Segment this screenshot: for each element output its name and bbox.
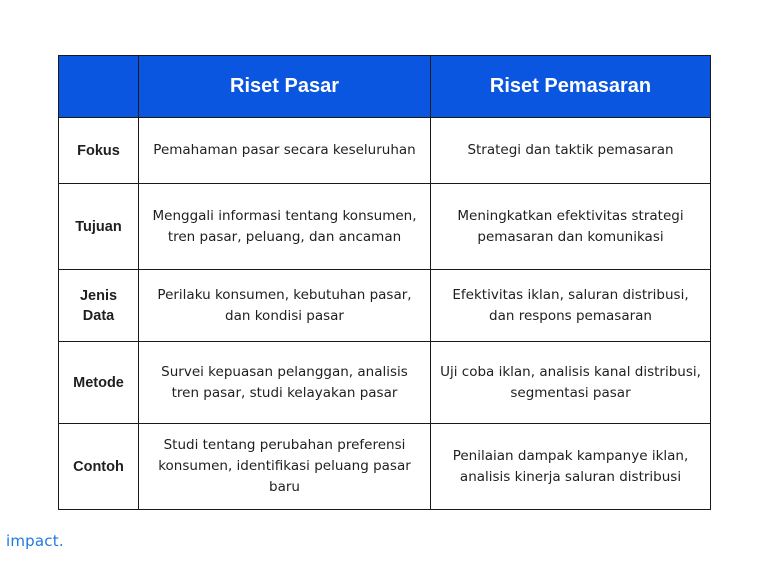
row-label-tujuan: Tujuan — [59, 184, 139, 270]
table-header-row — [59, 56, 711, 118]
row-label-fokus: Fokus — [59, 118, 139, 184]
table-row — [59, 342, 711, 424]
cell-riset-pasar-jenis-data: Perilaku konsumen, kebutuhan pasar, dan kondisi pasar — [139, 270, 431, 342]
cell-riset-pemasaran-jenis-data: Efektivitas iklan, saluran distribusi, dan respons pemasaran — [431, 270, 711, 342]
cell-riset-pasar-metode: Survei kepuasan pelanggan, analisis tren pasar, studi kelayakan pasar — [139, 342, 431, 424]
row-label-metode: Metode — [59, 342, 139, 424]
table-row — [59, 270, 711, 342]
cell-riset-pasar-tujuan: Menggali informasi tentang konsumen, tren pasar, peluang, dan ancaman — [139, 184, 431, 270]
cell-riset-pemasaran-contoh: Penilaian dampak kampanye iklan, analisis kinerja saluran distribusi — [431, 424, 711, 510]
cell-riset-pemasaran-fokus: Strategi dan taktik pemasaran — [431, 118, 711, 184]
table-row — [59, 424, 711, 510]
comparison-table — [58, 55, 711, 510]
header-riset-pemasaran: Riset Pemasaran — [431, 56, 711, 118]
cell-riset-pasar-contoh: Studi tentang perubahan preferensi konsumen, identifikasi peluang pasar baru — [139, 424, 431, 510]
cell-riset-pemasaran-metode: Uji coba iklan, analisis kanal distribusi, segmentasi pasar — [431, 342, 711, 424]
cell-riset-pasar-fokus: Pemahaman pasar secara keseluruhan — [139, 118, 431, 184]
header-riset-pasar: Riset Pasar — [139, 56, 431, 118]
row-label-jenis-data: Jenis Data — [59, 270, 139, 342]
table-row — [59, 184, 711, 270]
header-corner-cell — [59, 56, 139, 118]
cell-riset-pemasaran-tujuan: Meningkatkan efektivitas strategi pemasaran dan komunikasi — [431, 184, 711, 270]
row-label-contoh: Contoh — [59, 424, 139, 510]
table-row — [59, 118, 711, 184]
brand-logo: impact. — [6, 532, 64, 550]
